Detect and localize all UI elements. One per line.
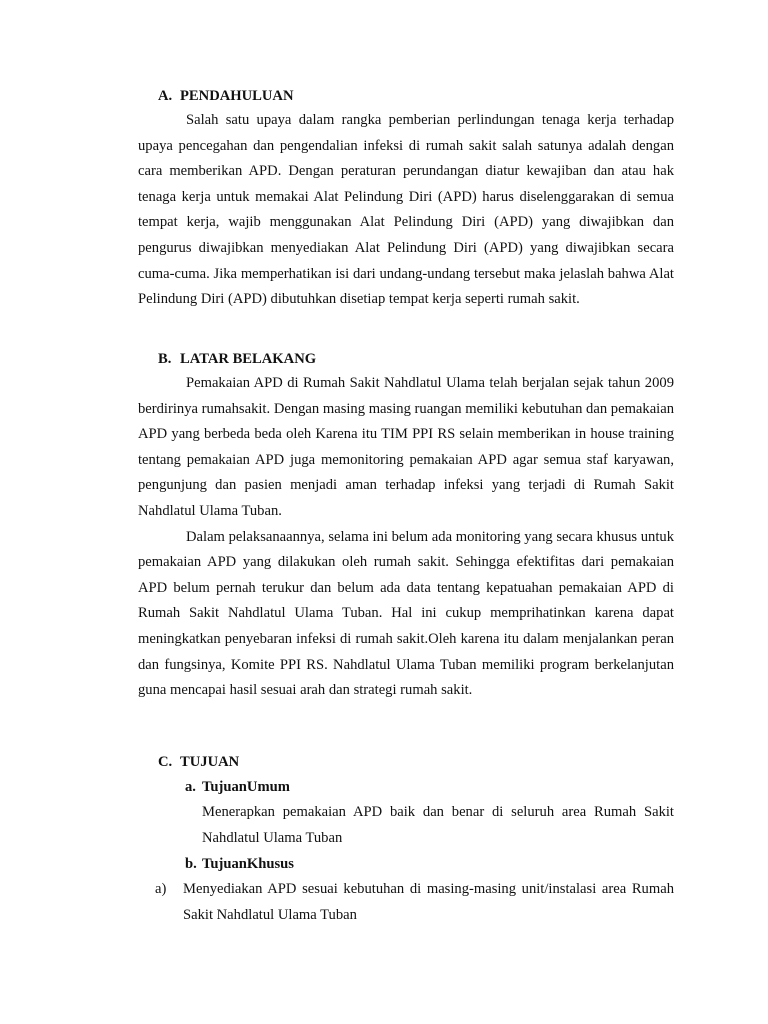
section-c-title: TUJUAN <box>180 754 240 770</box>
tujuan-umum-text: Menerapkan pemakaian APD baik dan benar di seluruh area Rumah Sakit Nahdlatul Ulama Tuban <box>202 804 674 846</box>
list-item <box>138 877 674 928</box>
tujuan-khusus-heading <box>185 851 674 877</box>
section-c-letter: C. <box>158 754 173 770</box>
section-a-letter: A. <box>158 88 173 104</box>
section-c-heading <box>138 750 674 774</box>
section-pendahuluan <box>138 84 674 313</box>
tujuan-umum-title: TujuanUmum <box>202 779 290 795</box>
section-tujuan <box>138 750 674 928</box>
section-latar-belakang <box>138 347 674 704</box>
section-a-heading <box>138 84 674 108</box>
list-item-number: a) <box>155 881 167 898</box>
tujuan-umum-letter: a. <box>185 779 196 795</box>
section-b-title: LATAR BELAKANG <box>180 351 317 367</box>
list-item-text: Menyediakan APD sesuai kebutuhan di masing-masing unit/instalasi area Rumah Sakit Nahdlatul Ulama Tuban <box>183 881 674 923</box>
tujuan-umum-heading <box>185 774 674 800</box>
section-b-paragraph-1: Pemakaian APD di Rumah Sakit Nahdlatul Ulama telah berjalan sejak tahun 2009 berdirinya rumahsakit. Dengan masing masing ruangan memiliki kebutuhan dan pemakaian APD yang berbeda beda oleh Karena itu TIM PPI RS selain memberikan in house training tentang pemakaian APD juga memonitoring pemakaian APD agar semua staf karyawan, pengunjung dan pasien menjadi aman terhadap infeksi yang terjadi di Rumah Sakit Nahdlatul Ulama Tuban. <box>138 375 674 519</box>
section-a-title: PENDAHULUAN <box>180 88 294 104</box>
tujuan-umum <box>138 774 674 851</box>
tujuan-khusus-title: TujuanKhusus <box>202 856 294 873</box>
tujuan-khusus-letter: b. <box>185 856 197 873</box>
tujuan-khusus <box>138 851 674 877</box>
section-b-heading <box>138 347 674 371</box>
section-a-paragraph: Salah satu upaya dalam rangka pemberian perlindungan tenaga kerja terhadap upaya pencegahan dan pengendalian infeksi di rumah sakit salah satunya adalah dengan cara memberikan APD. Dengan peraturan perundangan diatur kewajiban dan atau hak tenaga kerja untuk memakai Alat Pelindung Diri (APD) harus diselenggarakan di semua tempat kerja, wajib menggunakan Alat Pelindung Diri (APD) yang diwajibkan dan pengurus diwajibkan menyediakan Alat Pelindung Diri (APD) yang diwajibkan secara cuma-cuma. Jika memperhatikan isi dari undang-undang tersebut maka jelaslah bahwa Alat Pelindung Diri (APD) dibutuhkan disetiap tempat kerja seperti rumah sakit. <box>138 112 674 308</box>
section-b-letter: B. <box>158 351 172 367</box>
section-b-paragraph-2: Dalam pelaksanaannya, selama ini belum ada monitoring yang secara khusus untuk pemakaian APD yang dilakukan oleh rumah sakit. Sehingga efektifitas dari pemakaian APD belum pernah terukur dan belum ada data tentang kepatuahan pemakaian APD di Rumah Sakit Nahdlatul Ulama Tuban. Hal ini cukup memprihatinkan karena dapat meningkatkan penyebaran infeksi di rumah sakit.Oleh karena itu dalam menjalankan peran dan fungsinya, Komite PPI RS. Nahdlatul Ulama Tuban memiliki program berkelanjutan guna mencapai hasil sesuai arah dan strategi rumah sakit. <box>138 528 674 699</box>
